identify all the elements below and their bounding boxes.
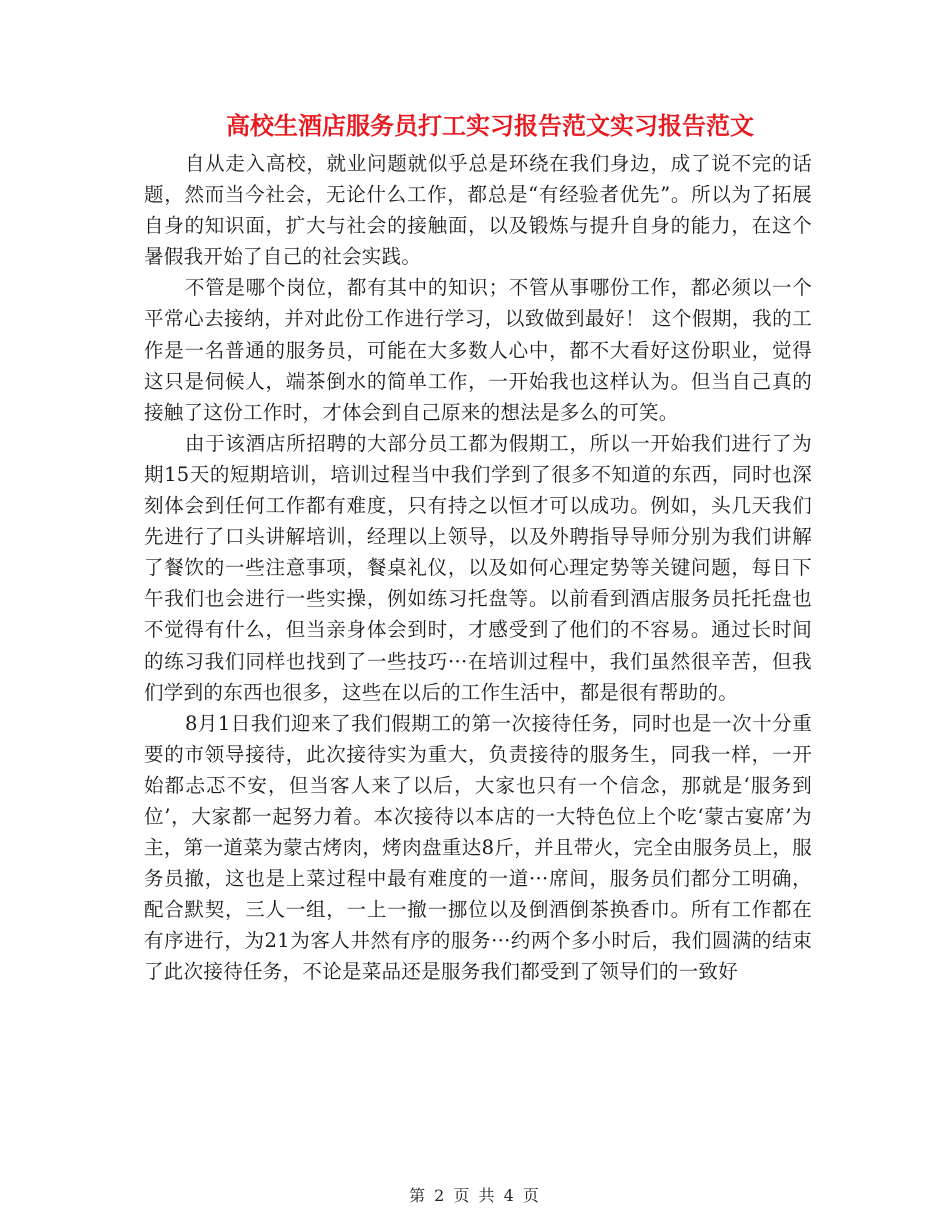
paragraph-4: 8月1日我们迎来了我们假期工的第一次接待任务，同时也是一次十分重要的市领导接待，此次接待实为重大，负责接待的服务生，同我一样，一开始都忐忑不安，但当客人来了以后，大家也只有一个信念，那就是‘服务到位’，大家都一起努力着。本次接待以本店的一大特色位上个吃‘蒙古宴席’为主，第一道菜为蒙古烤肉，烤肉盘重达8斤，并且带火，完全由服务员上，服务员撤，这也是上菜过程中最有难度的一道···席间，服务员们都分工明确，配合默契，三人一组，一上一撤一挪位以及倒酒倒茶换香巾。所有工作都在有序进行，为21为客人井然有序的服务···约两个多小时后，我们圆满的结束了此次接待任务，不论是菜品还是服务我们都受到了领导们的一致好 [144,711,812,984]
paragraph-3: 由于该酒店所招聘的大部分员工都为假期工，所以一开始我们进行了为期15天的短期培训，培训过程当中我们学到了很多不知道的东西，同时也深刻体会到任何工作都有难度，只有持之以恒才可以成功。例如，头几天我们先进行了口头讲解培训，经理以上领导，以及外聘指导导师分别为我们讲解了餐饮的一些注意事项，餐桌礼仪，以及如何心理定势等关键问题，每日下午我们也会进行一些实操，例如练习托盘等。以前看到酒店服务员托托盘也不觉得有什么，但当亲身体会到时，才感受到了他们的不容易。通过长时间的练习我们同样也找到了一些技巧···在培训过程中，我们虽然很辛苦，但我们学到的东西也很多，这些在以后的工作生活中，都是很有帮助的。 [144,431,812,704]
paragraph-2: 不管是哪个岗位，都有其中的知识；不管从事哪份工作，都必须以一个平常心去接纳，并对此份工作进行学习，以致做到最好！ 这个假期，我的工作是一名普通的服务员，可能在大多数人心中，都不大看好这份职业，觉得这只是伺候人，端茶倒水的简单工作，一开始我也这样认为。但当自己真的接触了这份工作时，才体会到自己原来的想法是多么的可笑。 [144,276,812,424]
document-title: 高校生酒店服务员打工实习报告范文实习报告范文 [226,111,754,140]
page-number-footer: 第 2 页 共 4 页 [409,1186,541,1205]
paragraph-1: 自从走入高校，就业问题就似乎总是环绕在我们身边，成了说不完的话题，然而当今社会，无论什么工作，都总是“有经验者优先”。所以为了拓展自身的知识面，扩大与社会的接触面，以及锻炼与提升自身的能力，在这个暑假我开始了自己的社会实践。 [144,152,812,269]
document-body [144,148,812,988]
